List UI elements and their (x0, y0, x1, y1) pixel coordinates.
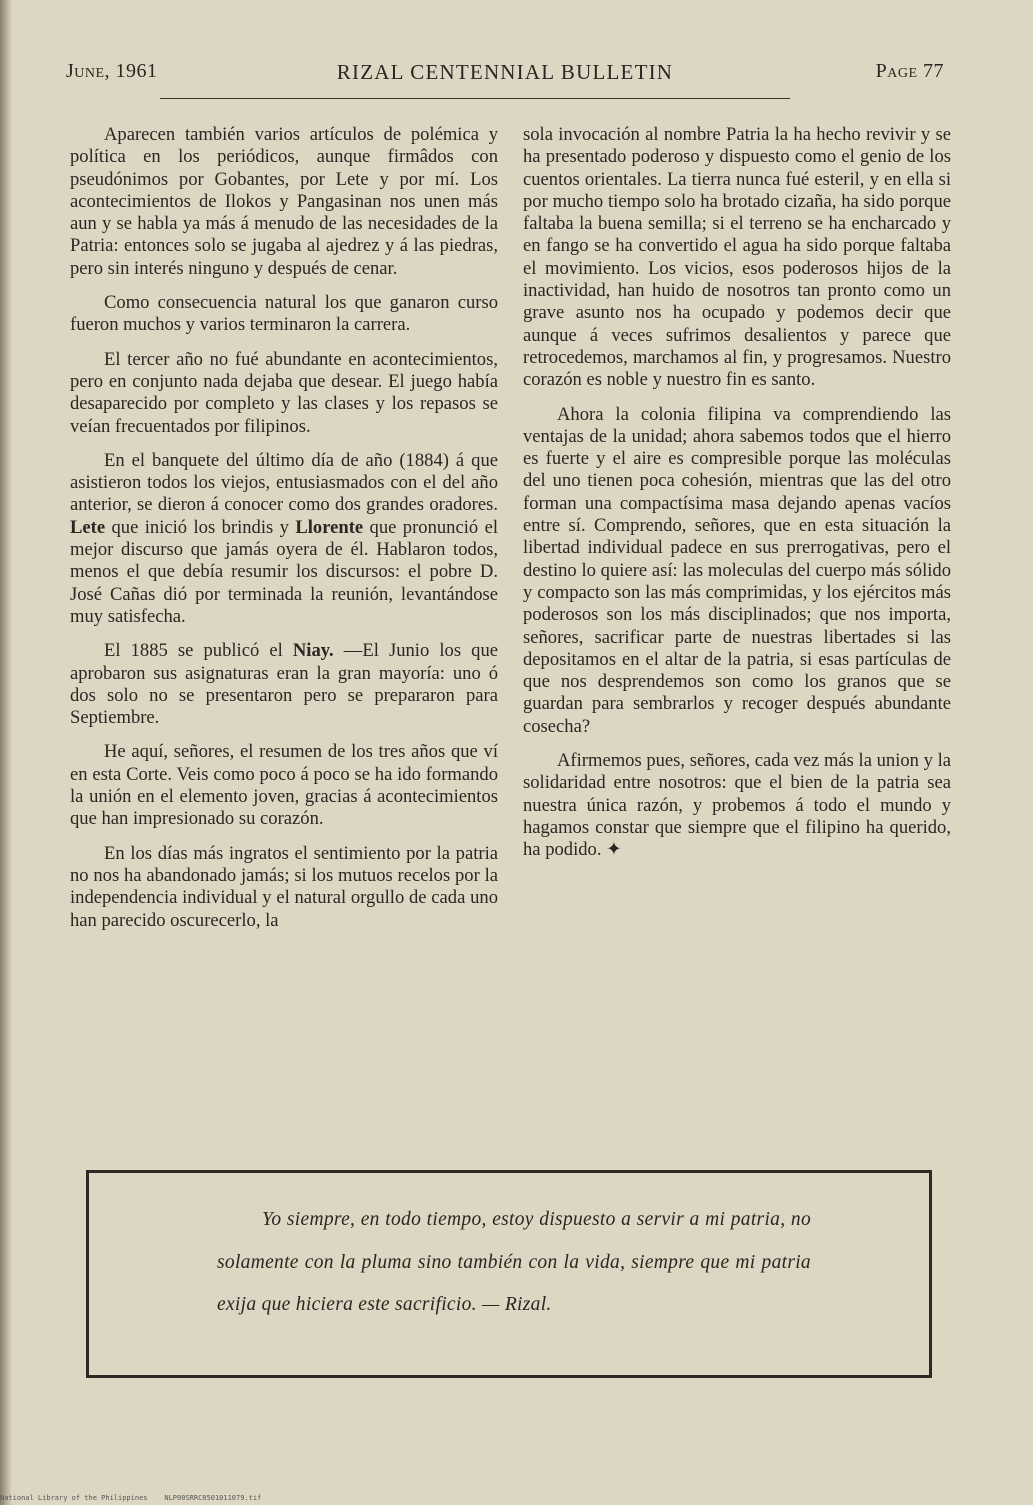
paragraph: Aparecen también varios artículos de polémica y política en los periódicos, aunque firmâdos con pseudónimos por Gobantes, por Lete y por mí. Los acontecimientos de Ilokos y Pangasinan nos unen más aun y se habla ya más á menudo de las necesidades de la Patria: entonces solo se jugaba al ajedrez y á las piedras, pero sin interés ninguno y después de cenar. (70, 124, 498, 279)
header-page-number: Page 77 (875, 60, 944, 82)
scan-footer (0, 1494, 261, 1502)
bold-name-llorente: Llorente (295, 516, 364, 538)
paragraph-continued: sola invocación al nombre Patria la ha hecho revivir y se ha presentado poderoso y dispuesto como el genio de los cuentos orientales. La tierra nunca fué esteril, y en ella si por mucho tiempo solo ha brotado cizaña, ha sido porque faltaba la buena semilla; si el terreno se ha encharcado y en fango se ha convertido el agua ha sido porque faltaba el movimiento. Los vicios, esos poderosos hijos de la inactividad, han huido de nosotros tan pronto como un grave asunto nos ha ocupado y podemos decir que aunque á veces sufrimos desalientos y parece que retrocedemos, marchamos al fin, y progresamos. Nuestro corazón es noble y nuestro fin es santo. (523, 124, 951, 391)
header-date: June, 1961 (66, 60, 158, 82)
bold-title-niay: Niay. (292, 640, 334, 662)
bold-name-lete: Lete (70, 516, 106, 538)
paragraph: He aquí, señores, el resumen de los tres años que ví en esta Corte. Veis como poco á poco se ha ido formando la unión en el elemento joven, gracias á acontecimientos que han impresionado su corazón. (70, 741, 498, 830)
left-column (70, 124, 498, 944)
right-column (523, 124, 951, 874)
header-rule (160, 98, 790, 99)
running-header (66, 60, 944, 90)
page-spine-shadow (0, 0, 12, 1505)
paragraph: En el banquete del último día de año (1884) á que asistieron todos los viejos, entusiasmados con el del año anterior, se dieron á conocer como dos grandes oradores. Lete que inició los brindis y Llorente que pronunció el mejor discurso que jamás oyera de él. Hablaron todos, menos el que debía resumir los discursos: el pobre D. José Cañas dió por terminada la reunión, levantándose muy satisfecha. (70, 449, 498, 627)
header-title: RIZAL CENTENNIAL BULLETIN (336, 60, 674, 84)
paragraph: El tercer año no fué abundante en acontecimientos, pero en conjunto nada dejaba que desear. El juego había desaparecido por completo y las clases y los repasos se veían frecuentados por filipinos. (70, 348, 498, 437)
footer-file: NLP00SRRC0501011079.tif (164, 1494, 262, 1502)
footer-credit: National Library of the Philippines (0, 1494, 148, 1502)
paragraph: En los días más ingratos el sentimiento por la patria no nos ha abandonado jamás; si los mutuos recelos por la independencia individual y el natural orgullo de cada uno han parecido oscurecerlo, la (70, 842, 498, 931)
quote-box (86, 1170, 932, 1378)
paragraph: Ahora la colonia filipina va comprendiendo las ventajas de la unidad; ahora sabemos todos que el hierro es fuerte y el aire es compresible porque las moléculas del uno tienen poca cohesión, mientras que las del otro forman una compactísima masa dejando apenas vacíos entre sí. Comprendo, señores, que en esta situación la libertad individual padece en sus prerrogativas, pero el destino lo quiere así: las moleculas del cuerpo más sólido y compacto son las más comprimidas, y los ejércitos más poderosos son los más disciplinados; que nos importa, señores, sacrificar parte de nuestras libertades si las depositamos en el altar de la patria, si esas partículas de que nos desprendemos son como los granos que se guardan para sembrarlos y recoger después abundante cosecha? (523, 403, 951, 737)
paragraph: Como consecuencia natural los que ganaron curso fueron muchos y varios terminaron la carrera. (70, 292, 498, 336)
paragraph: Afirmemos pues, señores, cada vez más la union y la solidaridad entre nosotros: que el bien de la patria sea nuestra única razón, y probemos á todo el mundo y hagamos constar que siempre que el filipino ha querido, ha podido. ✦ (523, 750, 951, 861)
paragraph: El 1885 se publicó el Niay. —El Junio los que aprobaron sus asignaturas eran la gran mayoría: uno ó dos solo no se presentaron pero se prepararon para Septiembre. (70, 640, 498, 729)
rizal-quote: Yo siempre, en todo tiempo, estoy dispuesto a servir a mi patria, no solamente con la pluma sino también con la vida, siempre que mi patria exija que hiciera este sacrificio. — Rizal. (217, 1209, 811, 1315)
